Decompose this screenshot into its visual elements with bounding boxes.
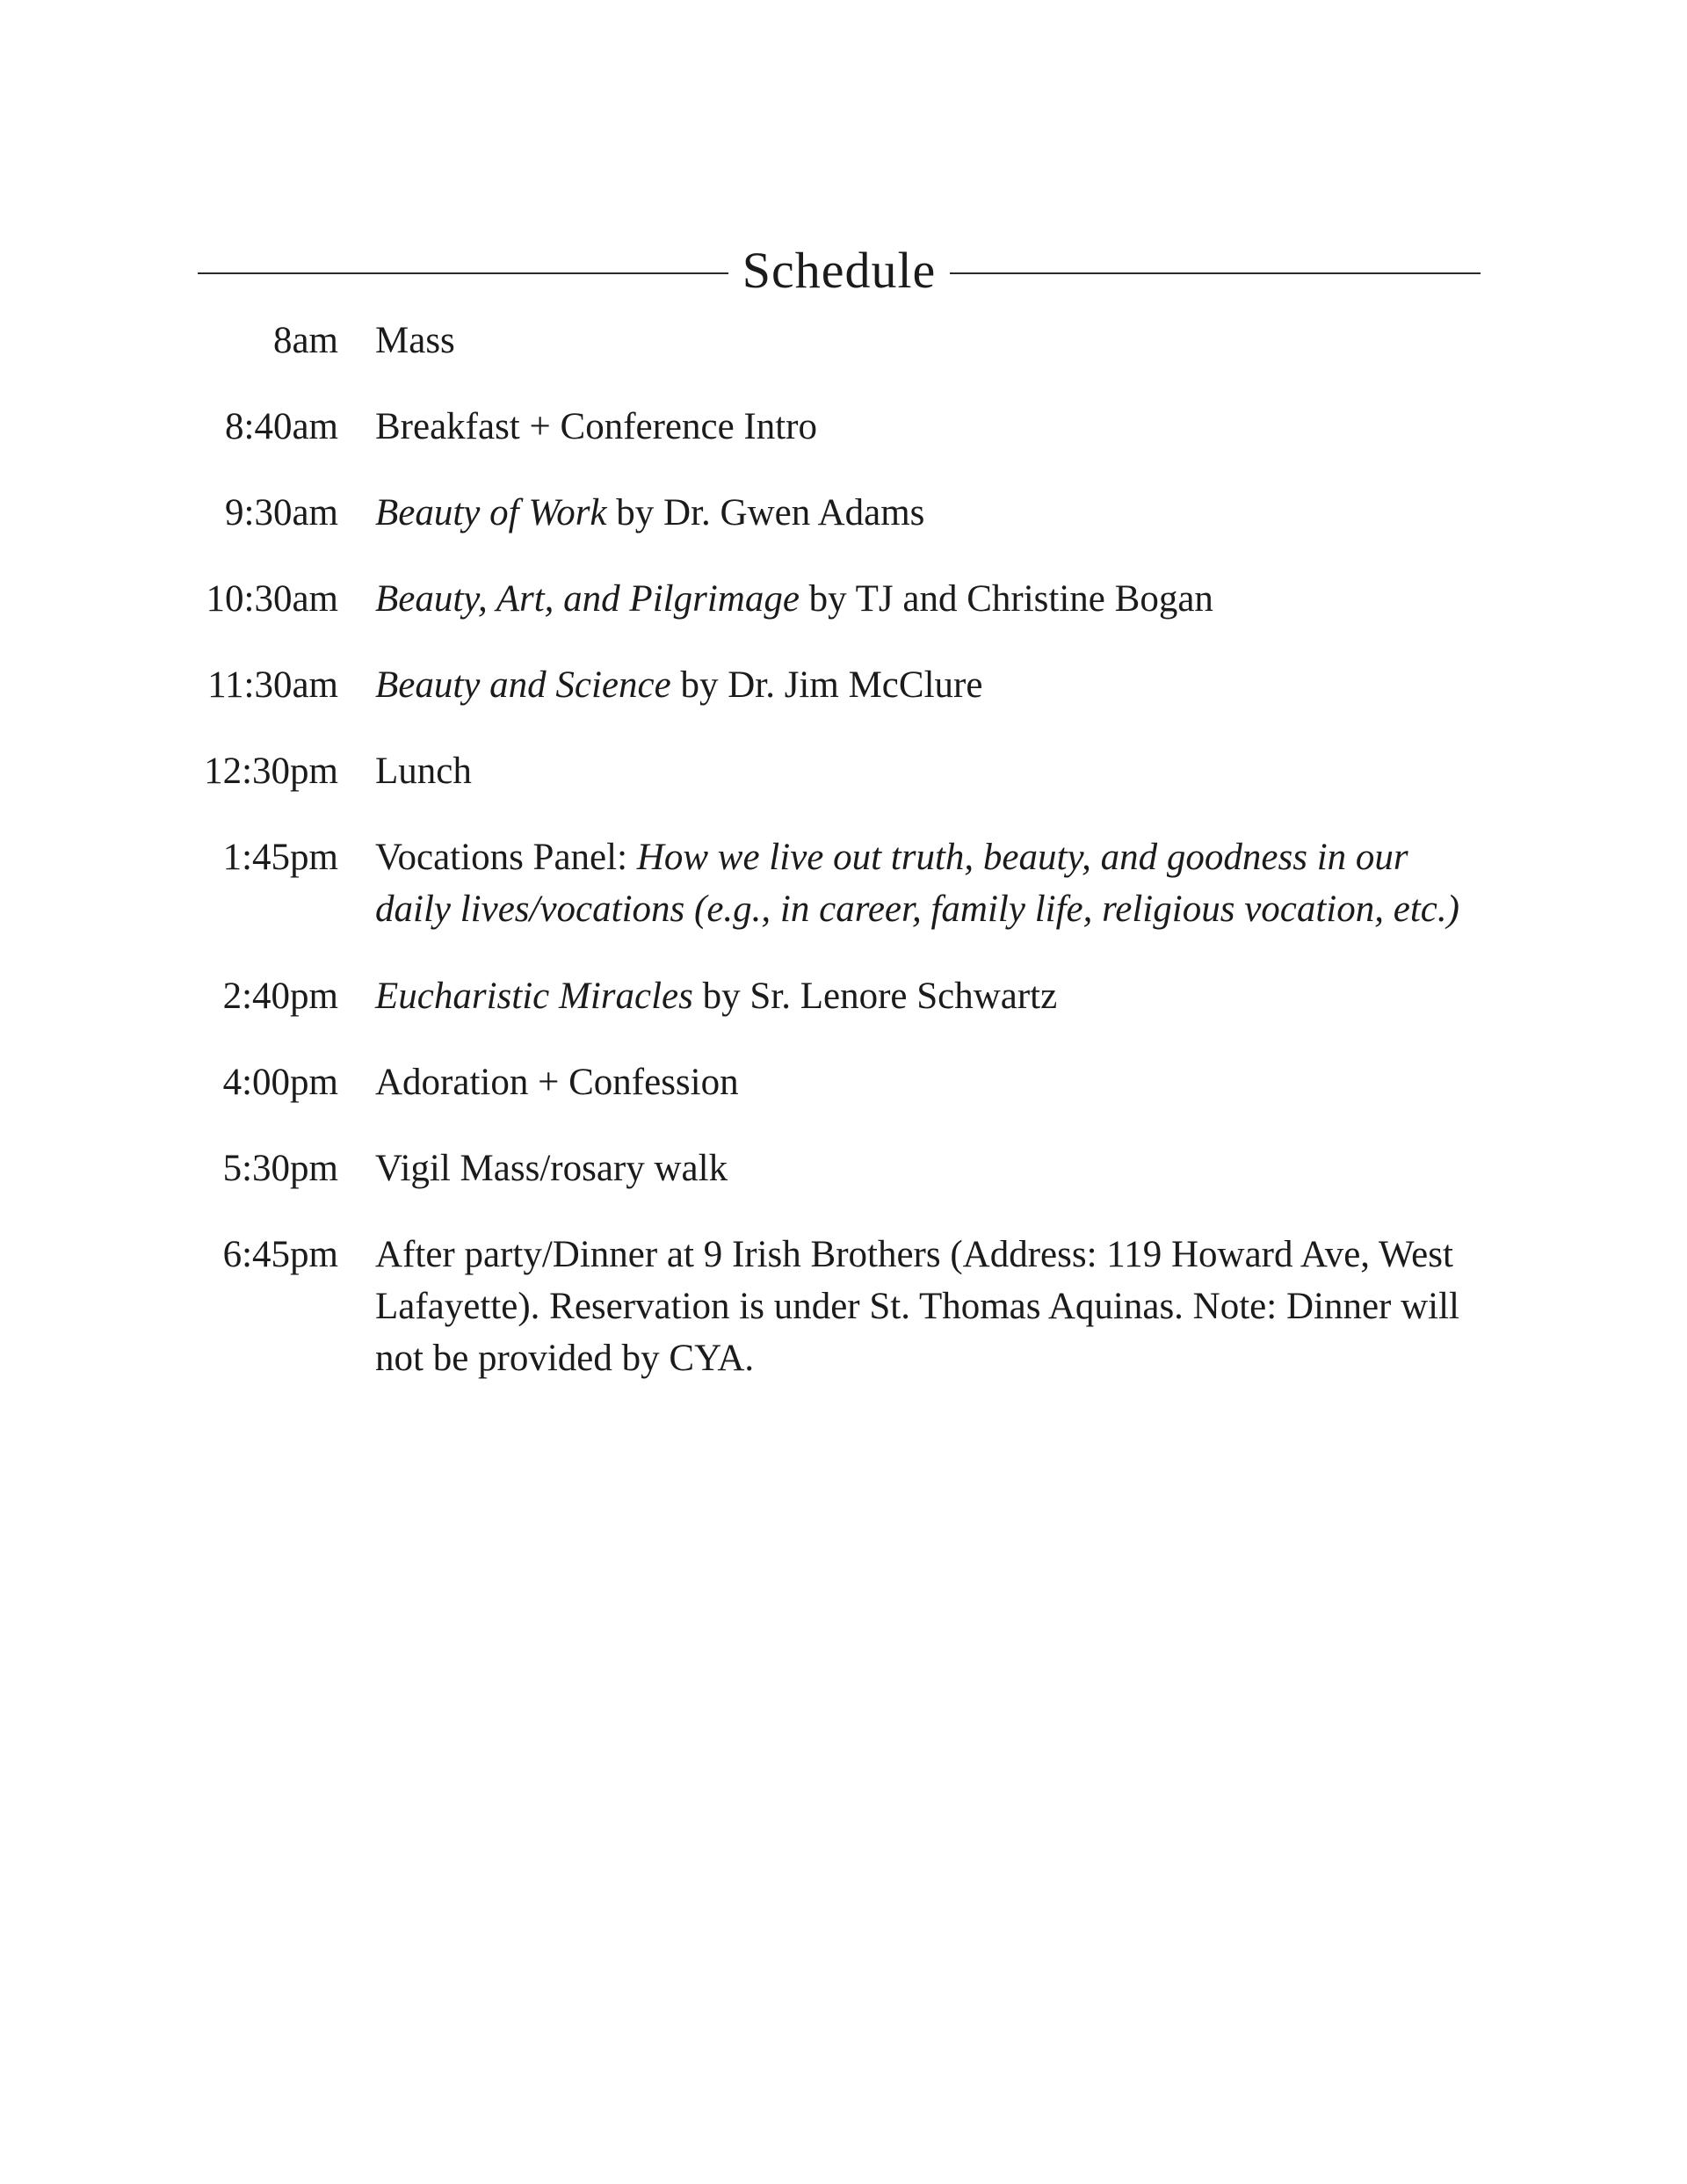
session-text: by TJ and Christine Bogan <box>799 578 1213 620</box>
schedule-row <box>198 573 1481 625</box>
schedule-row <box>198 1143 1481 1194</box>
schedule-description <box>375 659 1465 711</box>
session-text: Vocations Panel: <box>375 837 637 878</box>
session-text: Mass <box>375 320 455 361</box>
page-title: Schedule <box>742 241 937 299</box>
session-title: Beauty of Work <box>375 492 607 533</box>
schedule-time: 12:30pm <box>204 751 338 792</box>
schedule-description <box>375 315 1465 366</box>
schedule-row <box>198 315 1481 366</box>
schedule-description <box>375 487 1465 539</box>
schedule-row <box>198 659 1481 711</box>
schedule-time: 2:40pm <box>222 976 338 1017</box>
left-divider <box>198 272 728 274</box>
schedule-time: 4:00pm <box>222 1062 338 1103</box>
schedule-time: 5:30pm <box>222 1148 338 1189</box>
schedule-description <box>375 1143 1465 1194</box>
session-text: Breakfast + Conference Intro <box>375 406 818 447</box>
session-text: Adoration + Confession <box>375 1062 739 1103</box>
schedule-time: 8:40am <box>225 406 338 447</box>
session-text: After party/Dinner at 9 Irish Brothers (Address: 119 Howard Ave, West Lafayette). Reservation is under St. Thomas Aquinas. Note: Dinner will not be provided by CYA. <box>375 1234 1460 1379</box>
schedule-description <box>375 970 1465 1022</box>
schedule-description <box>375 831 1465 935</box>
schedule-time: 9:30am <box>225 492 338 533</box>
session-text: by Dr. Gwen Adams <box>606 492 925 533</box>
schedule-description <box>375 1229 1465 1384</box>
session-title: Beauty and Science <box>375 664 671 706</box>
schedule-time: 6:45pm <box>222 1234 338 1275</box>
schedule-description <box>375 401 1465 453</box>
session-text: Lunch <box>375 751 472 792</box>
session-text: by Dr. Jim McClure <box>670 664 983 706</box>
schedule-time: 10:30am <box>206 578 338 620</box>
schedule-row <box>198 970 1481 1022</box>
session-title: Beauty, Art, and Pilgrimage <box>375 578 800 620</box>
session-text: by Sr. Lenore Schwartz <box>692 976 1058 1017</box>
schedule-row <box>198 745 1481 797</box>
schedule-description <box>375 1056 1465 1108</box>
schedule-row <box>198 401 1481 453</box>
session-text: Vigil Mass/rosary walk <box>375 1148 728 1189</box>
schedule-row <box>198 1056 1481 1108</box>
schedule-time: 8am <box>272 320 338 361</box>
schedule-description <box>375 573 1465 625</box>
session-topic: How we live out truth, beauty, and goodness in our daily lives/vocations (e.g., in career, family life, religious vocation, etc.) <box>375 837 1459 930</box>
schedule-time: 11:30am <box>207 664 338 706</box>
schedule-description <box>375 745 1465 797</box>
schedule-row <box>198 1229 1481 1384</box>
right-divider <box>950 272 1481 274</box>
schedule-header <box>198 230 1481 309</box>
schedule-row <box>198 831 1481 935</box>
schedule-row <box>198 487 1481 539</box>
session-title: Eucharistic Miracles <box>375 976 693 1017</box>
schedule-time: 1:45pm <box>222 837 338 878</box>
